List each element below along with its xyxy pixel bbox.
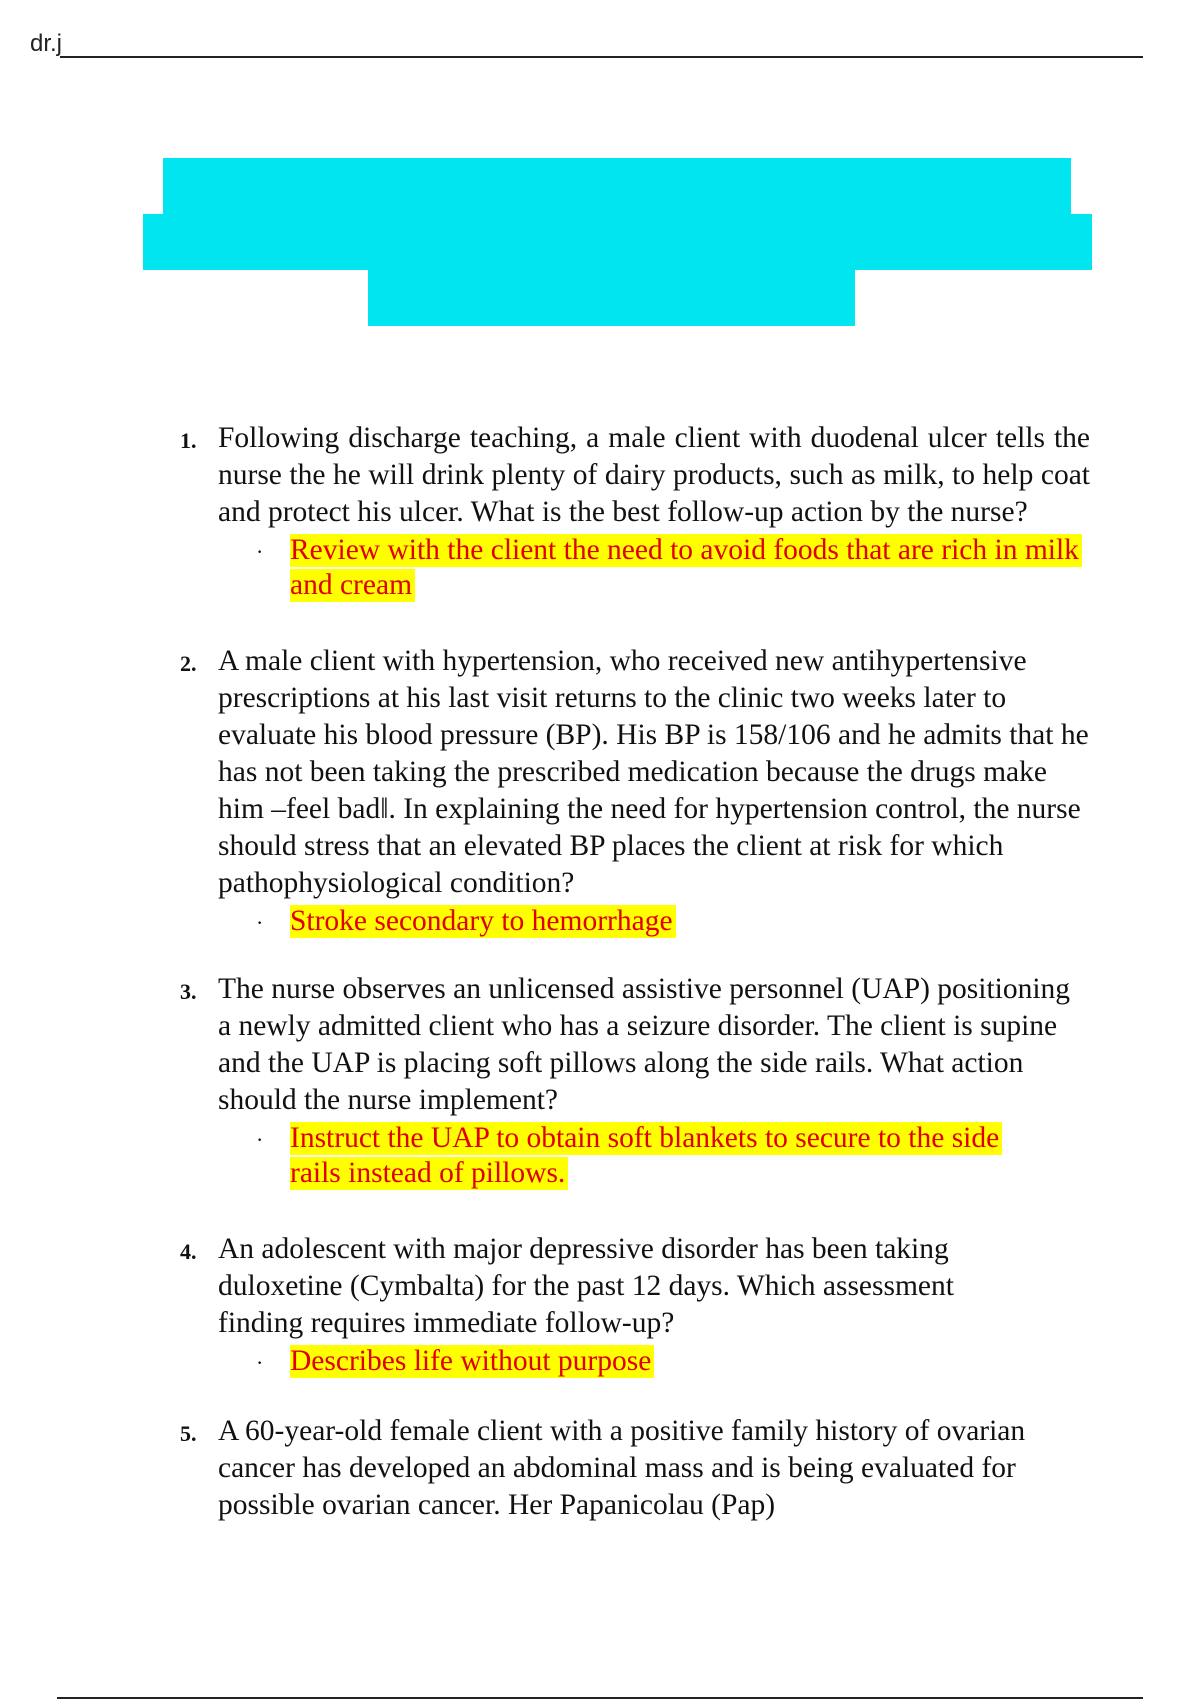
answer-text: Instruct the UAP to obtain soft blankets to secure to the side rails instead of pillows. (290, 1122, 1002, 1190)
header-label: dr.j (30, 30, 63, 57)
answer-item (256, 1344, 1090, 1379)
question-item (180, 1231, 1090, 1379)
question-item (180, 420, 1090, 603)
answer-item (256, 1121, 1010, 1191)
question-list (180, 420, 1090, 1524)
answer-text: Describes life without purpose (290, 1345, 654, 1378)
bullet-icon: · (256, 1127, 264, 1152)
redaction-block-bottom (368, 268, 855, 326)
redaction-block-middle (143, 214, 1092, 270)
question-number: 3. (180, 979, 197, 1004)
question-item (180, 643, 1090, 939)
question-number: 4. (180, 1239, 197, 1264)
footer-rule (57, 1697, 1143, 1699)
bullet-icon: · (256, 539, 264, 564)
question-text: An adolescent with major depressive disorder has been taking duloxetine (Cymbalta) for the past 12 days. Which assessment finding requires immediate follow-up? (218, 1233, 954, 1339)
question-number: 1. (180, 428, 197, 453)
question-item (180, 971, 1090, 1191)
question-number: 5. (180, 1421, 197, 1446)
bullet-icon: · (256, 910, 264, 935)
question-number: 2. (180, 651, 197, 676)
question-text: Following discharge teaching, a male client with duodenal ulcer tells the nurse the he will drink plenty of dairy products, such as milk, to help coat and protect his ulcer. What is the best follow-up action by the nurse? (218, 422, 1090, 528)
page-header (30, 30, 1143, 60)
redaction-block-top (163, 158, 1071, 216)
answer-text: Stroke secondary to hemorrhage (290, 905, 676, 938)
question-text: The nurse observes an unlicensed assistive personnel (UAP) positioning a newly admitted client who has a seizure disorder. The client is supine and the UAP is placing soft pillows along the side rails. What action should the nurse implement? (218, 973, 1071, 1116)
answer-item (256, 904, 1090, 939)
answer-text: Review with the client the need to avoid foods that are rich in milk and cream (290, 534, 1082, 602)
header-rule (60, 56, 1143, 58)
question-text: A 60-year-old female client with a positive family history of ovarian cancer has developed an abdominal mass and is being evaluated for possible ovarian cancer. Her Papanicolau (Pap) (218, 1415, 1026, 1521)
question-text: A male client with hypertension, who received new antihypertensive prescriptions at his last visit returns to the clinic two weeks later to evaluate his blood pressure (BP). His BP is 158/106 and he admits that he has not been taking the prescribed medication because the drugs make him –feel bad‖. In explaining the need for hypertension control, the nurse should stress that an elevated BP places the client at risk for which pathophysiological condition? (218, 645, 1089, 899)
question-item (180, 1413, 1090, 1524)
bullet-icon: · (256, 1350, 264, 1375)
answer-item (256, 533, 1090, 603)
